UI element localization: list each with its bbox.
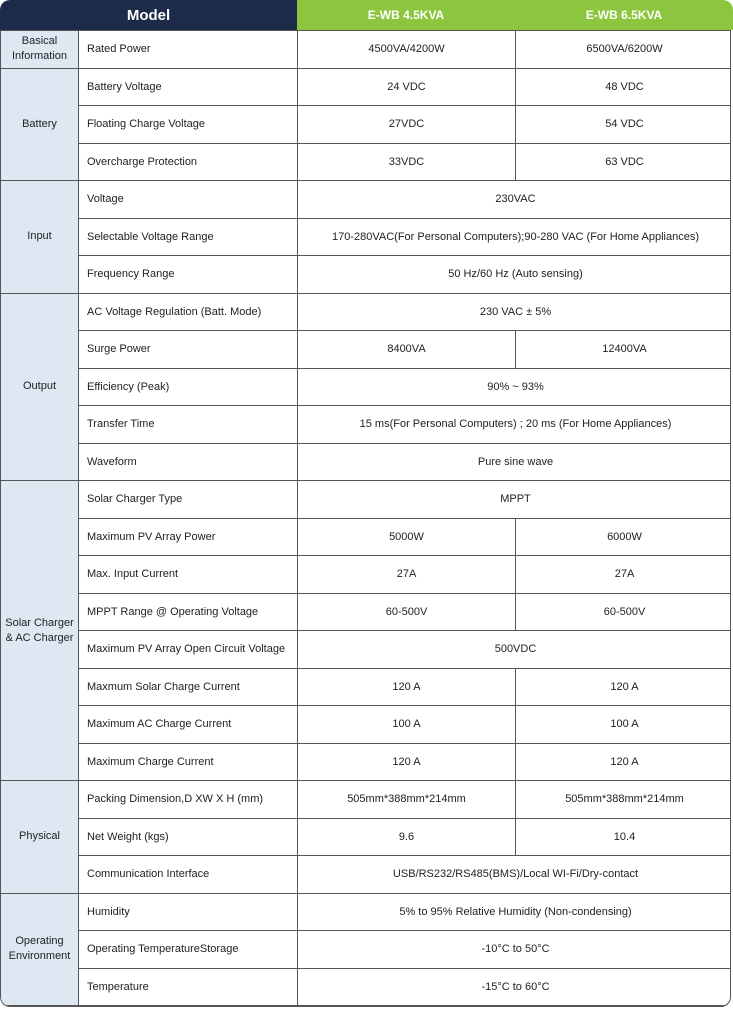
- table-row: [1, 706, 732, 744]
- parameter-label: Communication Interface: [79, 856, 298, 894]
- parameter-label: Surge Power: [79, 331, 298, 369]
- value-cell: 27A: [516, 556, 732, 594]
- table-row: [1, 818, 732, 856]
- value-cell: 120 A: [516, 743, 732, 781]
- table-row: [1, 293, 732, 331]
- table-row: [1, 556, 732, 594]
- parameter-label: MPPT Range @ Operating Voltage: [79, 593, 298, 631]
- table-row: [1, 631, 732, 669]
- model-header: Model: [0, 0, 297, 30]
- group-label: Basical Information: [1, 31, 79, 69]
- value-cell: 6000W: [516, 518, 732, 556]
- parameter-label: Maximum Charge Current: [79, 743, 298, 781]
- parameter-label: Battery Voltage: [79, 68, 298, 106]
- parameter-label: Humidity: [79, 893, 298, 931]
- value-cell: 120 A: [516, 668, 732, 706]
- value-cell: -10°C to 50°C: [298, 931, 732, 969]
- value-cell: 15 ms(For Personal Computers) ; 20 ms (For Home Appliances): [298, 406, 732, 444]
- parameter-label: Voltage: [79, 181, 298, 219]
- parameter-label: Selectable Voltage Range: [79, 218, 298, 256]
- parameter-label: Overcharge Protection: [79, 143, 298, 181]
- parameter-label: Max. Input Current: [79, 556, 298, 594]
- value-cell: 170-280VAC(For Personal Computers);90-280 VAC (For Home Appliances): [298, 218, 732, 256]
- value-cell: 100 A: [516, 706, 732, 744]
- table-row: [1, 256, 732, 294]
- table-row: [1, 368, 732, 406]
- group-label: Battery: [1, 68, 79, 181]
- value-cell: 120 A: [298, 743, 516, 781]
- value-cell: 60-500V: [516, 593, 732, 631]
- table-row: [1, 743, 732, 781]
- table-row: [1, 106, 732, 144]
- value-cell: -15°C to 60°C: [298, 968, 732, 1006]
- group-label: Output: [1, 293, 79, 481]
- table-header: [0, 0, 733, 30]
- table-row: [1, 856, 732, 894]
- value-cell: Pure sine wave: [298, 443, 732, 481]
- value-cell: 90% ~ 93%: [298, 368, 732, 406]
- value-cell: 50 Hz/60 Hz (Auto sensing): [298, 256, 732, 294]
- table-row: [1, 218, 732, 256]
- table-row: [1, 593, 732, 631]
- parameter-label: Transfer Time: [79, 406, 298, 444]
- group-label: Solar Charger & AC Charger: [1, 481, 79, 781]
- table-row: [1, 481, 732, 519]
- table-row: [1, 893, 732, 931]
- value-cell: 4500VA/4200W: [298, 31, 516, 69]
- table-row: [1, 143, 732, 181]
- parameter-label: Efficiency (Peak): [79, 368, 298, 406]
- value-cell: 500VDC: [298, 631, 732, 669]
- value-cell: 9.6: [298, 818, 516, 856]
- parameter-label: Floating Charge Voltage: [79, 106, 298, 144]
- table-row: [1, 968, 732, 1006]
- value-cell: USB/RS232/RS485(BMS)/Local WI-Fi/Dry-contact: [298, 856, 732, 894]
- value-cell: 230VAC: [298, 181, 732, 219]
- parameter-label: Rated Power: [79, 31, 298, 69]
- value-cell: 505mm*388mm*214mm: [298, 781, 516, 819]
- table-row: [1, 331, 732, 369]
- value-cell: 100 A: [298, 706, 516, 744]
- table-row: [1, 518, 732, 556]
- parameter-label: Maximum PV Array Open Circuit Voltage: [79, 631, 298, 669]
- value-cell: 27VDC: [298, 106, 516, 144]
- spec-table: [0, 30, 731, 1007]
- value-cell: 6500VA/6200W: [516, 31, 732, 69]
- spec-table-body: [1, 31, 732, 1006]
- value-cell: 27A: [298, 556, 516, 594]
- value-cell: 230 VAC ± 5%: [298, 293, 732, 331]
- table-row: [1, 181, 732, 219]
- parameter-label: Maximum PV Array Power: [79, 518, 298, 556]
- parameter-label: Maxmum Solar Charge Current: [79, 668, 298, 706]
- table-row: [1, 68, 732, 106]
- parameter-label: Operating TemperatureStorage: [79, 931, 298, 969]
- column-header-6-5kva: E-WB 6.5KVA: [585, 8, 663, 22]
- group-label: Operating Environment: [1, 893, 79, 1006]
- group-label: Physical: [1, 781, 79, 894]
- value-cell: 120 A: [298, 668, 516, 706]
- table-row: [1, 443, 732, 481]
- table-row: [1, 668, 732, 706]
- parameter-label: Net Weight (kgs): [79, 818, 298, 856]
- value-cell: 60-500V: [298, 593, 516, 631]
- column-header-4-5kva: E-WB 4.5KVA: [367, 8, 445, 22]
- value-cell: 54 VDC: [516, 106, 732, 144]
- value-cell: 5% to 95% Relative Humidity (Non-condensing): [298, 893, 732, 931]
- table-row: [1, 31, 732, 69]
- value-cell: 12400VA: [516, 331, 732, 369]
- table-row: [1, 406, 732, 444]
- parameter-label: Frequency Range: [79, 256, 298, 294]
- value-cell: 8400VA: [298, 331, 516, 369]
- value-cell: 24 VDC: [298, 68, 516, 106]
- parameter-label: Maximum AC Charge Current: [79, 706, 298, 744]
- value-cell: 5000W: [298, 518, 516, 556]
- value-cell: 48 VDC: [516, 68, 732, 106]
- value-cell: 63 VDC: [516, 143, 732, 181]
- table-row: [1, 781, 732, 819]
- parameter-label: Solar Charger Type: [79, 481, 298, 519]
- parameter-label: Packing Dimension,D XW X H (mm): [79, 781, 298, 819]
- parameter-label: AC Voltage Regulation (Batt. Mode): [79, 293, 298, 331]
- value-cell: MPPT: [298, 481, 732, 519]
- value-cell: 10.4: [516, 818, 732, 856]
- group-label: Input: [1, 181, 79, 294]
- parameter-label: Waveform: [79, 443, 298, 481]
- table-row: [1, 931, 732, 969]
- parameter-label: Temperature: [79, 968, 298, 1006]
- value-cell: 505mm*388mm*214mm: [516, 781, 732, 819]
- value-cell: 33VDC: [298, 143, 516, 181]
